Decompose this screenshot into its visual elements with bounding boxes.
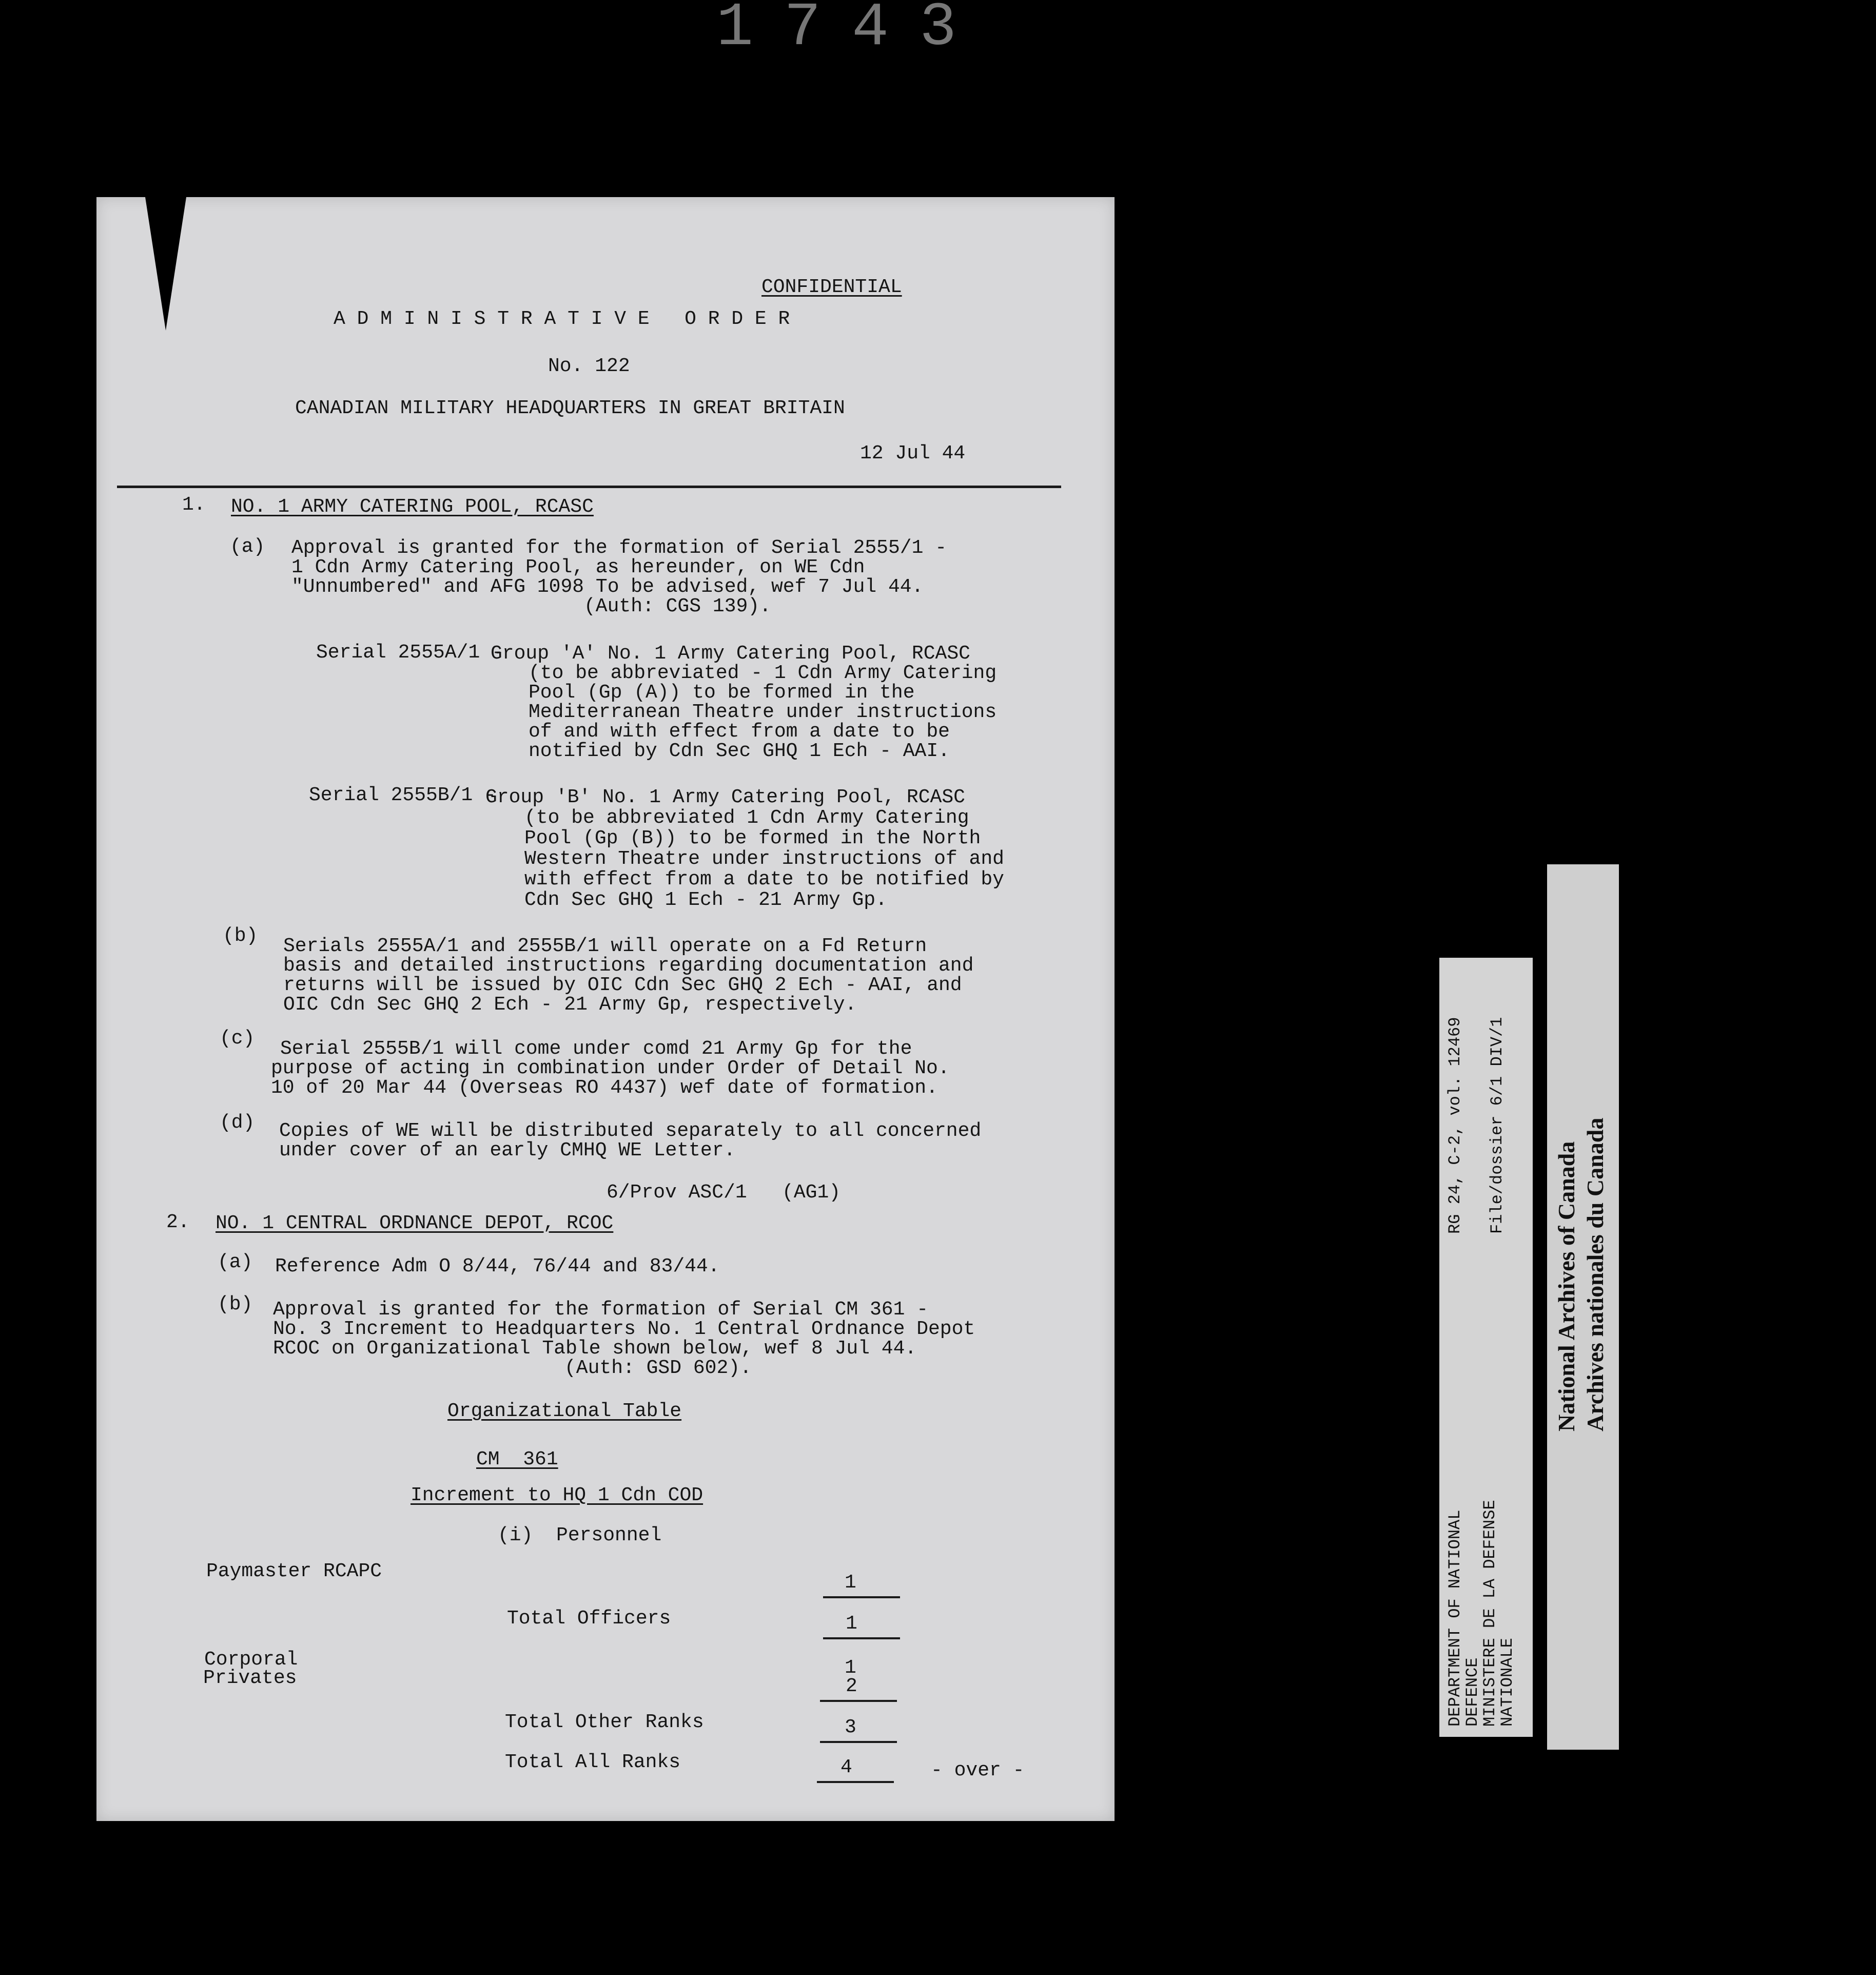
archive-stamp [1547,864,1619,1750]
table-section-heading: (i) Personnel [498,1524,662,1546]
row-total-officers-value: 1 [846,1613,857,1635]
document-page [96,197,1115,1821]
para-2b-label: (b) [218,1293,253,1315]
para-1a-line: "Unnumbered" and AFG 1098 To be advised, wef 7 Jul 44. [291,576,924,598]
serial-a-line: Mediterranean Theatre under instructions [529,701,997,723]
para-1c-line: 10 of 20 Mar 44 (Overseas RO 4437) wef date of formation. [271,1077,938,1099]
para-1a-line: (Auth: CGS 139). [584,595,771,617]
row-paymaster-value: 1 [845,1572,856,1594]
order-number: No. 122 [548,355,630,377]
para-1b-line: Serials 2555A/1 and 2555B/1 will operate on a Fd Return [283,935,927,957]
total-rule [820,1741,897,1743]
serial-b-line: Pool (Gp (B)) to be formed in the North [524,827,981,849]
section-1-heading: NO. 1 ARMY CATERING POOL, RCASC [231,496,594,518]
file-label-dept-fr-2: NATIONALE [1498,1638,1517,1727]
para-1b-line: basis and detailed instructions regarding documentation and [283,955,974,977]
para-1d-label: (d) [220,1112,255,1134]
row-total-officers-label: Total Officers [507,1608,671,1630]
table-title: Organizational Table [447,1400,682,1422]
serial-b-line: Western Theatre under instructions of and [524,848,1004,870]
archive-name-en: National Archives of Canada [1553,1141,1579,1431]
para-1b-line: OIC Cdn Sec GHQ 2 Ech - 21 Army Gp, respectively. [283,994,857,1016]
section-1-reference: 6/Prov ASC/1 (AG1) [607,1182,841,1204]
serial-b-line: with effect from a date to be notified by [524,868,1004,890]
section-1-number: 1. [182,494,206,516]
para-2b-line: RCOC on Organizational Table shown below, wef 8 Jul 44. [273,1338,917,1360]
serial-a-line: of and with effect from a date to be [529,721,950,743]
row-privates-label: Privates [203,1667,297,1689]
para-1a-line: 1 Cdn Army Catering Pool, as hereunder, on WE Cdn [291,556,865,578]
file-reference-label [1439,958,1533,1737]
total-rule [817,1781,894,1783]
serial-a-line: (to be abbreviated - 1 Cdn Army Catering [529,662,997,684]
document-title: A D M I N I S T R A T I V E O R D E R [334,308,790,330]
file-label-dept-en: DEPARTMENT OF NATIONAL [1445,1509,1464,1727]
file-label-dept-fr: MINISTERE DE LA DEFENSE [1480,1500,1499,1727]
torn-corner [145,197,186,331]
para-1c-line: purpose of acting in combination under Order of Detail No. [271,1057,950,1079]
total-rule [823,1596,900,1598]
para-1b-line: returns will be issued by OIC Cdn Sec GHQ 2 Ech - AAI, and [283,974,962,996]
serial-b-line: Group 'B' No. 1 Army Catering Pool, RCASC [485,786,965,808]
serial-a-line: Pool (Gp (A)) to be formed in the [529,682,915,704]
header-rule [117,486,1061,488]
serial-b-line: (to be abbreviated 1 Cdn Army Catering [524,807,969,829]
archive-name-fr: Archives nationales du Canada [1582,1117,1608,1431]
para-1a-line: Approval is granted for the formation of Serial 2555/1 - [291,537,947,559]
serial-a-label: Serial 2555A/1 - [316,642,503,664]
table-subtitle: Increment to HQ 1 Cdn COD [411,1484,704,1506]
row-corporal-value: 1 [845,1657,856,1679]
para-1a-label: (a) [230,536,265,558]
para-1d-line: under cover of an early CMHQ WE Letter. [279,1139,736,1161]
total-rule [823,1637,900,1639]
row-total-other-ranks-label: Total Other Ranks [505,1711,704,1733]
row-paymaster-label: Paymaster RCAPC [206,1560,382,1582]
para-1d-line: Copies of WE will be distributed separately to all concerned [279,1120,982,1142]
para-1c-label: (c) [220,1028,255,1050]
continued-over-marker: - over - [931,1759,1025,1782]
serial-a-line: Group 'A' No. 1 Army Catering Pool, RCASC [491,643,970,665]
total-rule [820,1700,897,1702]
order-date: 12 Jul 44 [860,442,966,464]
row-corporal-label: Corporal [204,1649,298,1671]
table-code: CM 361 [476,1448,558,1470]
file-label-dept-en-2: DEFENCE [1463,1657,1482,1727]
issuing-headquarters: CANADIAN MILITARY HEADQUARTERS IN GREAT BRITAIN [295,397,845,419]
para-2b-line: Approval is granted for the formation of Serial CM 361 - [273,1299,929,1321]
row-total-other-ranks-value: 3 [845,1716,856,1738]
para-1b-label: (b) [223,925,258,947]
row-total-all-ranks-label: Total All Ranks [505,1751,681,1773]
para-2a-text: Reference Adm O 8/44, 76/44 and 83/44. [275,1255,720,1277]
file-label-rg: RG 24, C-2, vol. 12469 [1445,1017,1464,1234]
para-1c-line: Serial 2555B/1 will come under comd 21 Army Gp for the [280,1038,912,1060]
file-label-dossier: File/dossier 6/1 DIV/1 [1488,1017,1507,1234]
section-2-number: 2. [166,1211,190,1233]
row-total-all-ranks-value: 4 [841,1756,852,1778]
serial-a-line: notified by Cdn Sec GHQ 1 Ech - AAI. [529,740,950,762]
para-2a-label: (a) [218,1251,253,1273]
row-privates-value: 2 [846,1675,857,1697]
section-2-heading: NO. 1 CENTRAL ORDNANCE DEPOT, RCOC [216,1212,614,1234]
classification-marking: CONFIDENTIAL [761,276,902,298]
para-2b-line: (Auth: GSD 602). [564,1357,752,1379]
microfilm-frame-number: 1743 [716,0,988,63]
para-2b-line: No. 3 Increment to Headquarters No. 1 Central Ordnance Depot [273,1318,975,1340]
serial-b-label: Serial 2555B/1 - [309,784,496,806]
serial-b-line: Cdn Sec GHQ 1 Ech - 21 Army Gp. [524,889,887,911]
